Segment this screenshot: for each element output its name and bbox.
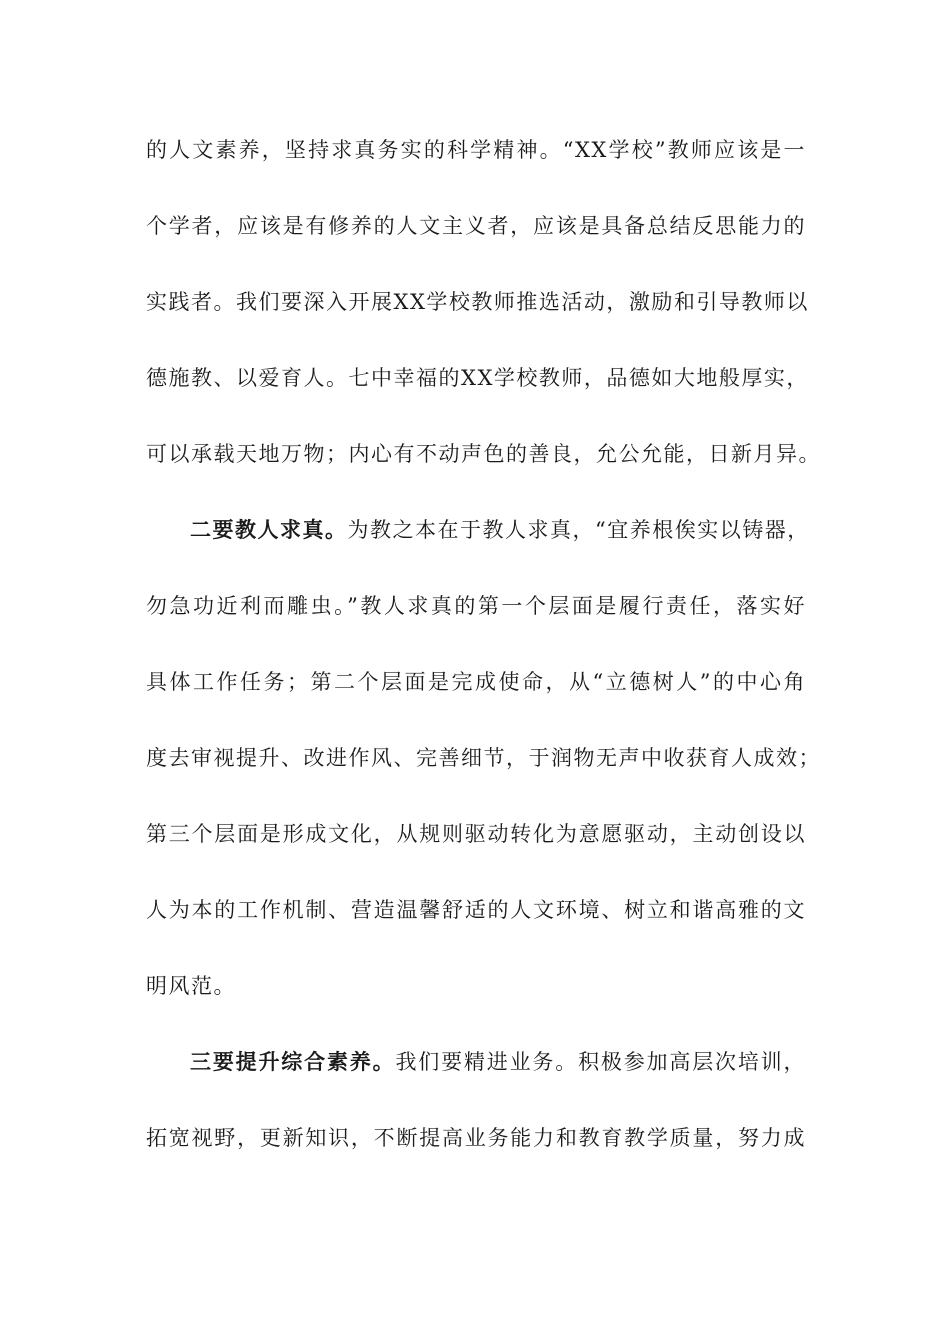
text-line: 可以承载天地万物；内心有不动声色的善良，允公允能，日新月异。 xyxy=(146,442,821,466)
text-line xyxy=(146,508,810,584)
text-line: 拓宽视野，更新知识，不断提高业务能力和教育教学质量，努力成 xyxy=(146,1126,806,1150)
paragraph-heading: 三要提升综合素养。 xyxy=(190,1049,396,1074)
text-run: 为教之本在于教人求真，“宜养根俟实以铸器， xyxy=(347,518,810,542)
text-line: 明风范。 xyxy=(146,974,236,998)
text-line: 的人文素养，坚持求真务实的科学精神。“XX学校”教师应该是一 xyxy=(146,138,806,162)
text-line xyxy=(146,1040,806,1116)
document-page xyxy=(146,128,821,1192)
paragraph-heading: 二要教人求真。 xyxy=(190,517,348,542)
paragraph-2 xyxy=(146,508,821,1040)
text-line: 第三个层面是形成文化，从规则驱动转化为意愿驱动，主动创设以 xyxy=(146,822,806,846)
text-run: 我们要精进业务。积极参加高层次培训， xyxy=(395,1050,807,1074)
paragraph-1 xyxy=(146,128,821,508)
paragraph-3 xyxy=(146,1040,806,1192)
text-line: 实践者。我们要深入开展XX学校教师推选活动，激励和引导教师以 xyxy=(146,290,809,314)
text-line: 个学者，应该是有修养的人文主义者，应该是具备总结反思能力的 xyxy=(146,214,806,238)
text-line: 勿急功近利而雕虫。”教人求真的第一个层面是履行责任，落实好 xyxy=(146,594,806,618)
text-line: 德施教、以爱育人。七中幸福的XX学校教师，品德如大地般厚实， xyxy=(146,366,809,390)
text-line: 具体工作任务；第二个层面是完成使命，从“立德树人”的中心角 xyxy=(146,670,806,694)
text-line: 度去审视提升、改进作风、完善细节，于润物无声中收获育人成效； xyxy=(146,746,821,770)
text-line: 人为本的工作机制、营造温馨舒适的人文环境、树立和谐高雅的文 xyxy=(146,898,806,922)
